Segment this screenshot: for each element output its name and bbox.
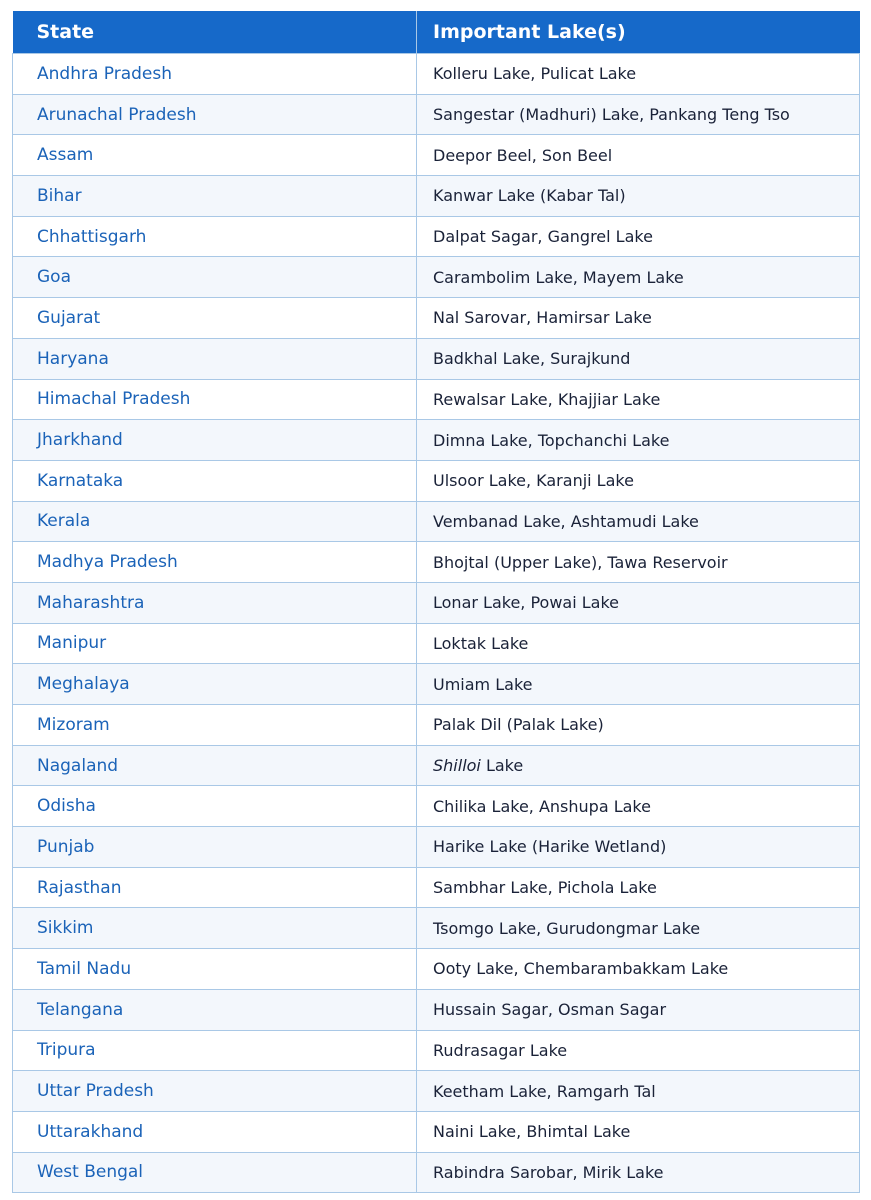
lakes-cell: Lonar Lake, Powai Lake — [417, 582, 860, 623]
state-cell: Haryana — [13, 338, 417, 379]
lakes-cell: Vembanad Lake, Ashtamudi Lake — [417, 501, 860, 542]
lakes-cell: Umiam Lake — [417, 664, 860, 705]
table-row — [13, 54, 860, 95]
lakes-cell: Kanwar Lake (Kabar Tal) — [417, 176, 860, 217]
header-state: State — [13, 11, 417, 54]
state-cell: Tripura — [13, 1030, 417, 1071]
state-cell: Bihar — [13, 176, 417, 217]
lakes-cell: Chilika Lake, Anshupa Lake — [417, 786, 860, 827]
state-cell: Kerala — [13, 501, 417, 542]
table-row — [13, 786, 860, 827]
lakes-cell: Tsomgo Lake, Gurudongmar Lake — [417, 908, 860, 949]
table-row — [13, 94, 860, 135]
table-row — [13, 216, 860, 257]
state-cell: Madhya Pradesh — [13, 542, 417, 583]
lakes-cell: Kolleru Lake, Pulicat Lake — [417, 54, 860, 95]
table-row — [13, 1030, 860, 1071]
lake-name-suffix: Lake — [480, 756, 524, 776]
state-cell: Maharashtra — [13, 582, 417, 623]
table-row — [13, 867, 860, 908]
state-cell: Meghalaya — [13, 664, 417, 705]
table-row — [13, 1071, 860, 1112]
lakes-cell: Rabindra Sarobar, Mirik Lake — [417, 1152, 860, 1193]
lakes-cell: Badkhal Lake, Surajkund — [417, 338, 860, 379]
lakes-cell: Harike Lake (Harike Wetland) — [417, 827, 860, 868]
state-cell: West Bengal — [13, 1152, 417, 1193]
state-cell: Tamil Nadu — [13, 949, 417, 990]
lakes-cell: Ulsoor Lake, Karanji Lake — [417, 460, 860, 501]
table-row — [13, 176, 860, 217]
table-header-row — [13, 11, 860, 54]
header-important-lakes: Important Lake(s) — [417, 11, 860, 54]
lakes-cell: Rewalsar Lake, Khajjiar Lake — [417, 379, 860, 420]
lakes-cell: Sambhar Lake, Pichola Lake — [417, 867, 860, 908]
state-cell: Manipur — [13, 623, 417, 664]
table-row — [13, 298, 860, 339]
lakes-cell: Naini Lake, Bhimtal Lake — [417, 1111, 860, 1152]
state-cell: Nagaland — [13, 745, 417, 786]
lakes-cell: Ooty Lake, Chembarambakkam Lake — [417, 949, 860, 990]
table-row — [13, 908, 860, 949]
table-row — [13, 501, 860, 542]
lakes-cell: Rudrasagar Lake — [417, 1030, 860, 1071]
state-cell: Odisha — [13, 786, 417, 827]
table-row — [13, 989, 860, 1030]
state-cell: Sikkim — [13, 908, 417, 949]
table-row — [13, 135, 860, 176]
table-row — [13, 623, 860, 664]
state-cell: Goa — [13, 257, 417, 298]
table-row — [13, 1111, 860, 1152]
state-cell: Rajasthan — [13, 867, 417, 908]
lake-name-italic: Shilloi — [433, 756, 481, 776]
table-row — [13, 1152, 860, 1193]
table-row — [13, 257, 860, 298]
state-cell: Himachal Pradesh — [13, 379, 417, 420]
table-row — [13, 460, 860, 501]
state-lakes-table — [12, 11, 860, 1193]
table-row — [13, 542, 860, 583]
state-cell: Telangana — [13, 989, 417, 1030]
table-row — [13, 582, 860, 623]
lakes-cell: Dalpat Sagar, Gangrel Lake — [417, 216, 860, 257]
table-row — [13, 745, 860, 786]
lakes-cell: Nal Sarovar, Hamirsar Lake — [417, 298, 860, 339]
lakes-cell: Deepor Beel, Son Beel — [417, 135, 860, 176]
table-row — [13, 705, 860, 746]
lakes-cell: Bhojtal (Upper Lake), Tawa Reservoir — [417, 542, 860, 583]
state-cell: Chhattisgarh — [13, 216, 417, 257]
state-cell: Punjab — [13, 827, 417, 868]
state-cell: Uttar Pradesh — [13, 1071, 417, 1112]
table-row — [13, 827, 860, 868]
lakes-cell: Hussain Sagar, Osman Sagar — [417, 989, 860, 1030]
table-row — [13, 949, 860, 990]
lakes-cell: Carambolim Lake, Mayem Lake — [417, 257, 860, 298]
state-cell: Uttarakhand — [13, 1111, 417, 1152]
lakes-cell — [417, 745, 860, 786]
lakes-cell: Dimna Lake, Topchanchi Lake — [417, 420, 860, 461]
state-cell: Jharkhand — [13, 420, 417, 461]
state-cell: Karnataka — [13, 460, 417, 501]
table-row — [13, 664, 860, 705]
lakes-cell: Loktak Lake — [417, 623, 860, 664]
state-cell: Gujarat — [13, 298, 417, 339]
lakes-cell: Keetham Lake, Ramgarh Tal — [417, 1071, 860, 1112]
lakes-cell: Sangestar (Madhuri) Lake, Pankang Teng Tso — [417, 94, 860, 135]
state-cell: Andhra Pradesh — [13, 54, 417, 95]
table-row — [13, 379, 860, 420]
table-row — [13, 338, 860, 379]
state-cell: Mizoram — [13, 705, 417, 746]
table-row — [13, 420, 860, 461]
state-cell: Arunachal Pradesh — [13, 94, 417, 135]
lakes-cell: Palak Dil (Palak Lake) — [417, 705, 860, 746]
state-cell: Assam — [13, 135, 417, 176]
